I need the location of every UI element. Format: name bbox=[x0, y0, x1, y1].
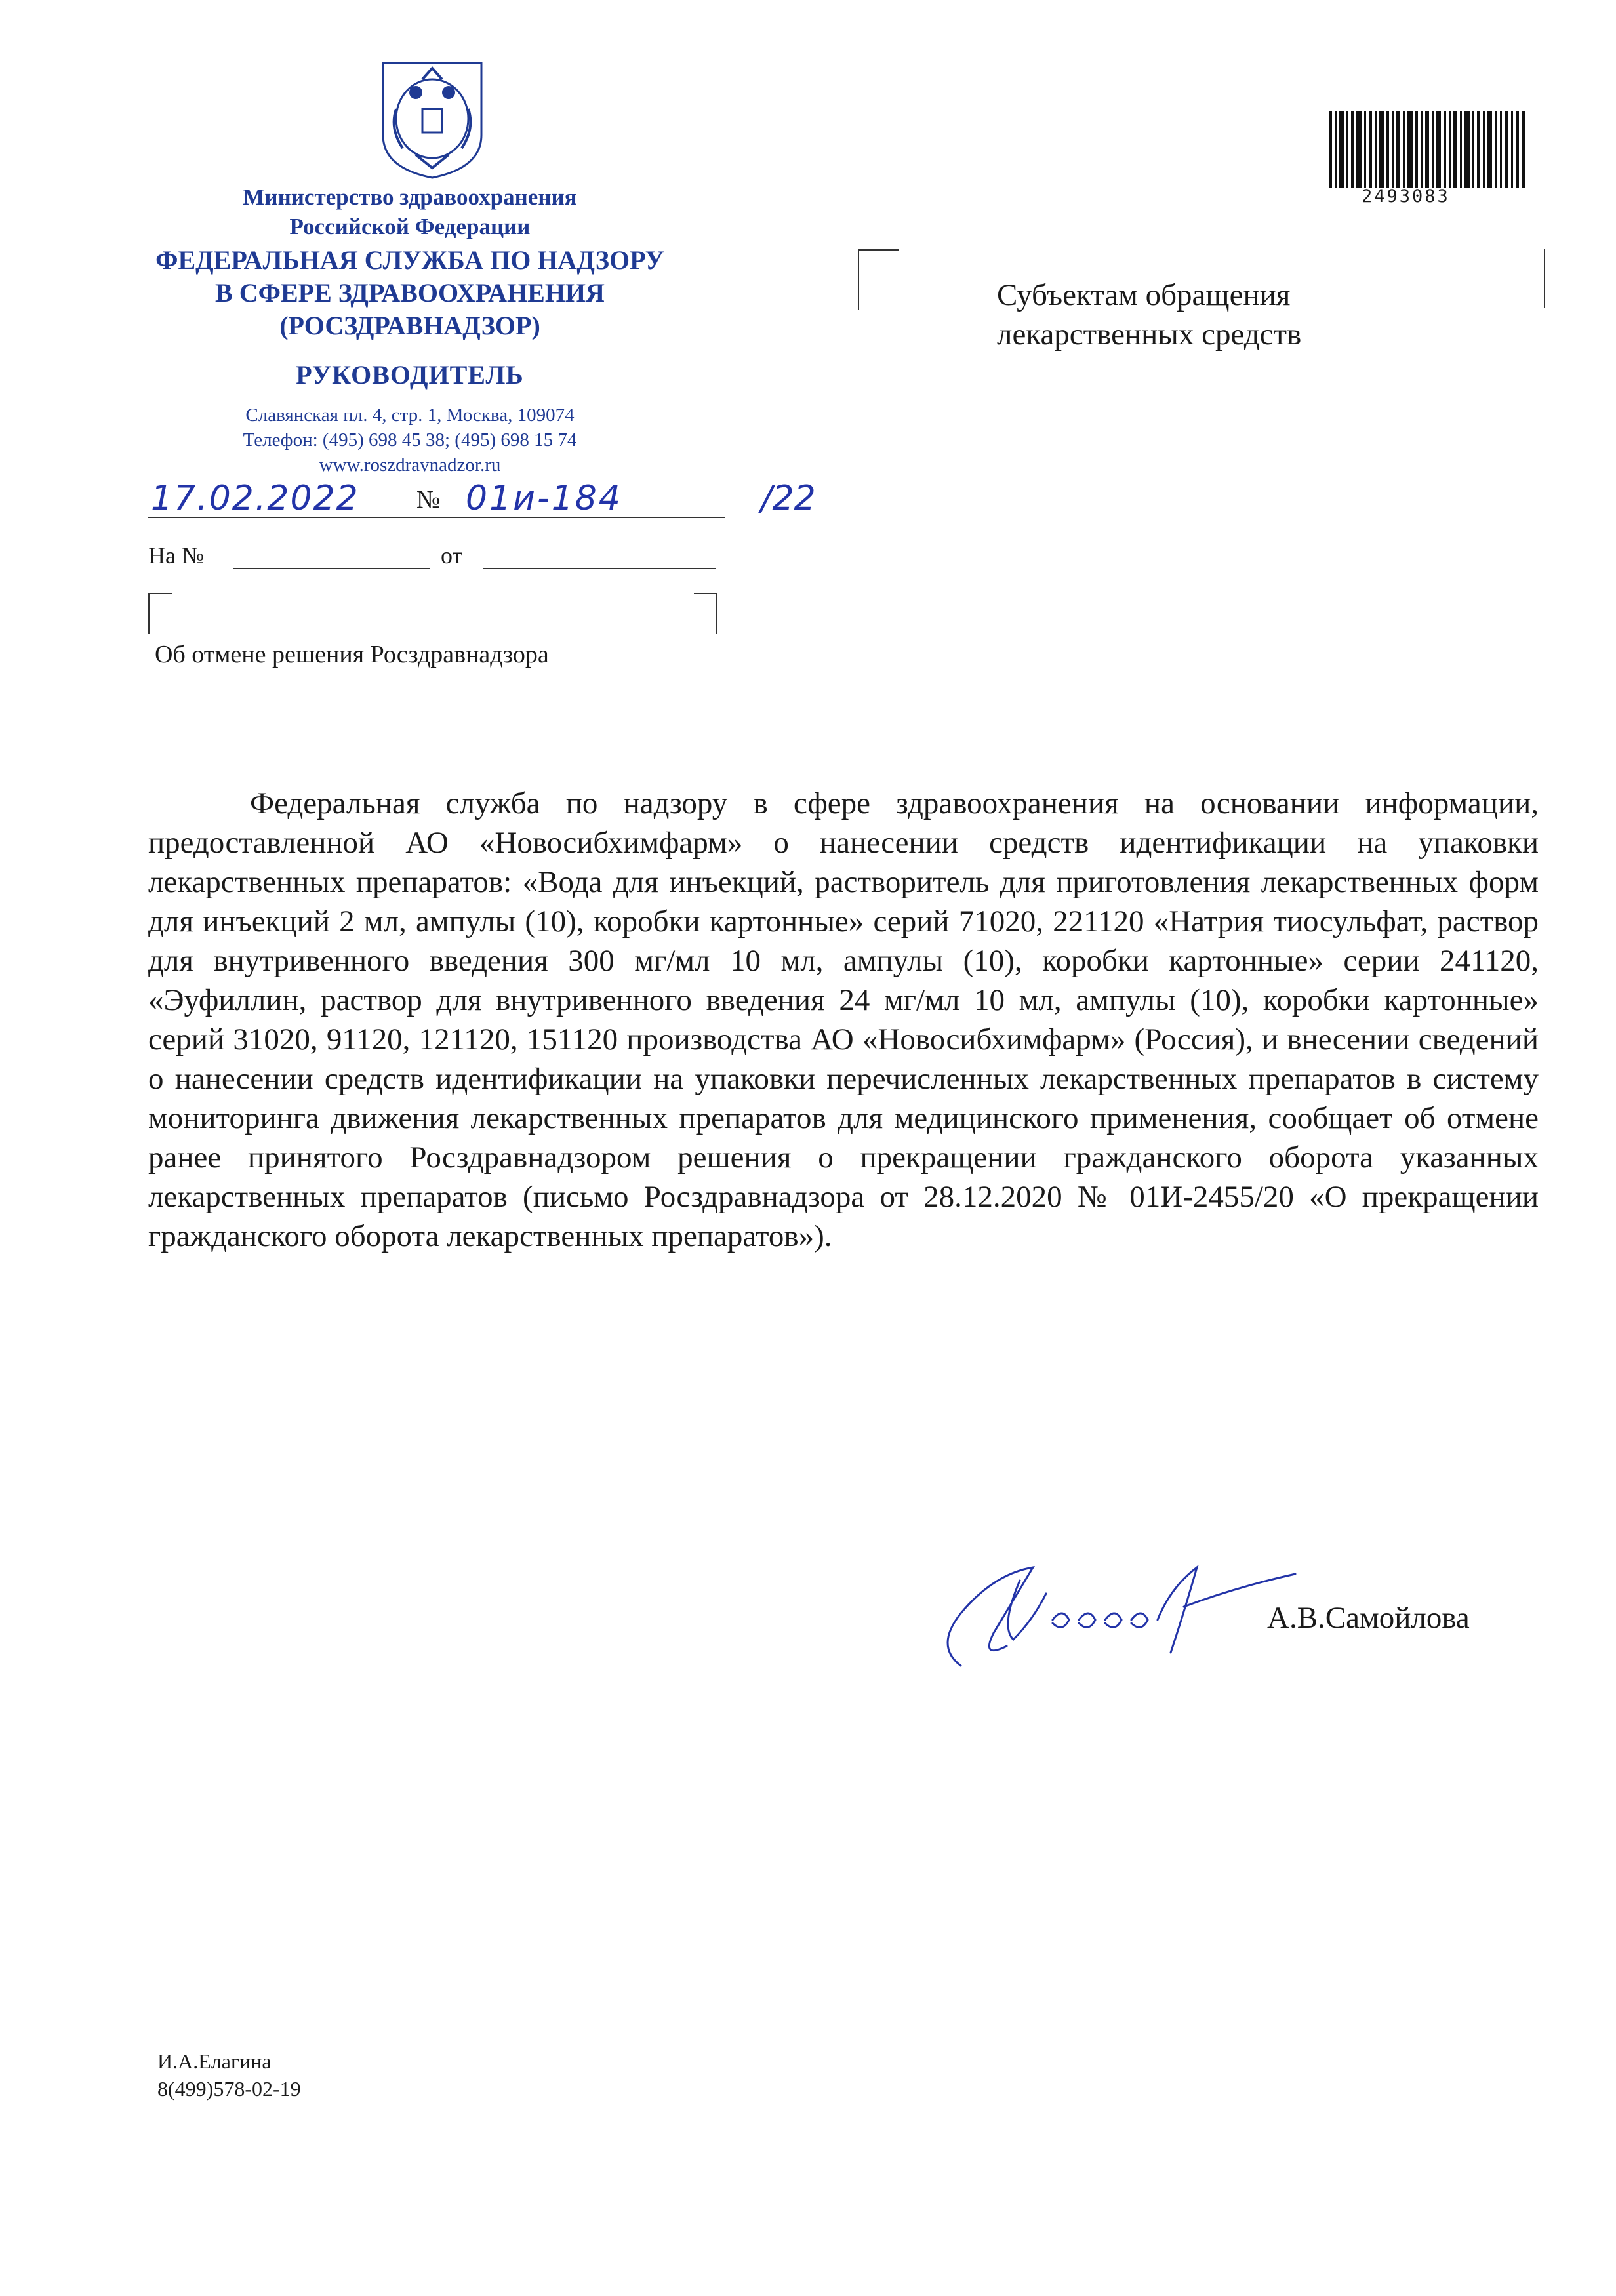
service-line-1: ФЕДЕРАЛЬНАЯ СЛУЖБА ПО НАДЗОРУ bbox=[155, 245, 664, 275]
addressee-corner-right bbox=[1543, 249, 1545, 308]
letter-body: Федеральная служба по надзору в сфере здравоохранения на основании информации, предоставленной АО «Новосибхимфарм» о нанесении средств идентификации на упаковки лекарственных препаратов: «Вода для инъекций, растворитель для приготовления лекарственных форм для инъекций 2 мл, ампулы (10), коробки картонные» серий 71020, 221120 «Натрия тиосульфат, раствор для внутривенного введения 300 мг/мл 10 мл, ампулы (10), коробки картонные» серии 241120, «Эуфиллин, раствор для внутривенного введения 24 мг/мл 10 мл, ампулы (10), коробки картонные» серий 31020, 91120, 121120, 151120 производства АО «Новосибхимфарм» (Россия), и внесении сведений о нанесении средств идентификации на упаковки перечисленных лекарственных препаратов в систему мониторинга движения лекарственных препаратов для медицинского применения, сообщает об отмене ранее принятого Росздравнадзором решения о прекращении гражданского оборота указанных лекарственных препаратов (письмо Росздравнадзора от 28.12.2020 № 01И-2455/20 «О прекращении гражданского оборота лекарственных препаратов»). bbox=[148, 786, 1539, 1253]
registration-number-label: № bbox=[416, 486, 441, 514]
ministry-line-2: Российской Федерации bbox=[289, 214, 531, 239]
registration-date: 17.02.2022 bbox=[151, 479, 359, 518]
postal-address: Славянская пл. 4, стр. 1, Москва, 109074 bbox=[245, 405, 575, 426]
service-name bbox=[98, 244, 721, 342]
registration-number: 01и-184 bbox=[466, 479, 622, 518]
executor-phone: 8(499)578-02-19 bbox=[157, 2077, 301, 2101]
barcode bbox=[1329, 111, 1525, 188]
subject-corner-left bbox=[148, 593, 172, 634]
ministry-name bbox=[98, 182, 721, 241]
phone-numbers: Телефон: (495) 698 45 38; (495) 698 15 74 bbox=[243, 430, 577, 451]
ministry-line-1: Министерство здравоохранения bbox=[243, 184, 577, 210]
service-line-2: В СФЕРЕ ЗДРАВООХРАНЕНИЯ bbox=[215, 278, 605, 308]
reference-number-blank bbox=[233, 568, 430, 569]
letter-subject: Об отмене решения Росздравнадзора bbox=[155, 641, 549, 668]
executor-name: И.А.Елагина bbox=[157, 2049, 272, 2073]
position-title: РУКОВОДИТЕЛЬ bbox=[296, 360, 524, 390]
service-line-3: (РОСЗДРАВНАДЗОР) bbox=[279, 311, 540, 340]
website: www.roszdravnadzor.ru bbox=[319, 454, 501, 475]
executor-info bbox=[157, 2047, 301, 2103]
addressee-corner-left bbox=[858, 249, 899, 310]
addressee-line-1: Субъектам обращения bbox=[997, 278, 1291, 312]
barcode-number: 2493083 bbox=[1362, 186, 1450, 207]
registration-suffix: /22 bbox=[761, 479, 816, 518]
addressee-line-2: лекарственных средств bbox=[997, 317, 1302, 352]
subject-corner-right bbox=[694, 593, 717, 634]
registration-underline bbox=[148, 514, 738, 521]
addressee bbox=[997, 275, 1301, 354]
reference-date-blank bbox=[483, 568, 716, 569]
handwritten-signature bbox=[921, 1515, 1315, 1685]
reference-number-label: На № bbox=[148, 542, 205, 569]
reference-date-label: от bbox=[441, 542, 463, 569]
coat-of-arms-emblem bbox=[376, 56, 488, 181]
letterhead-contacts bbox=[98, 403, 721, 477]
signer-name: А.В.Самойлова bbox=[1267, 1601, 1470, 1635]
